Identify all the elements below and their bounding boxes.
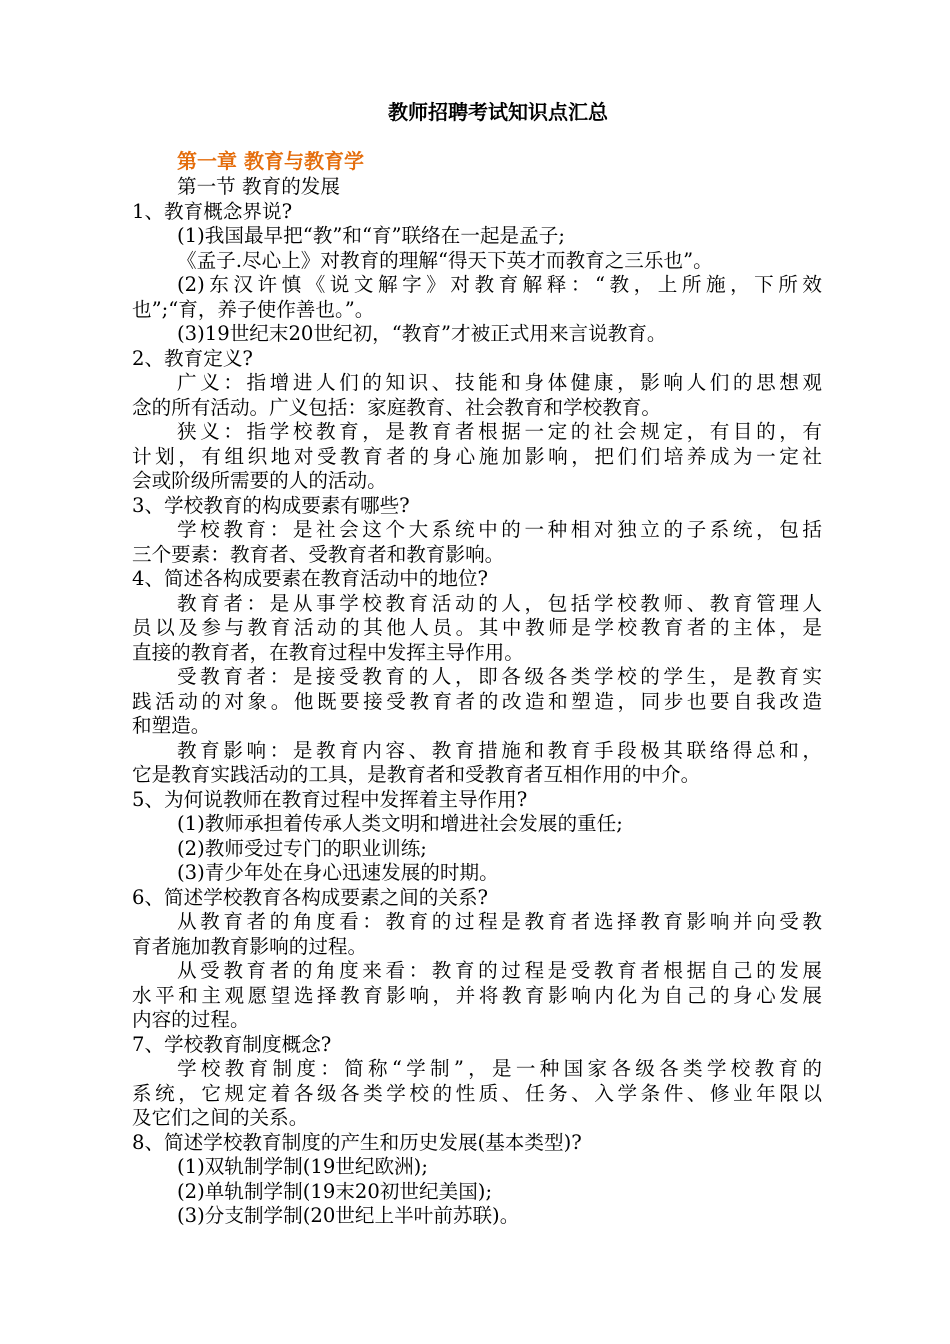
text-line: 念的所有活动。广义包括：家庭教育、社会教育和学校教育。 [132, 395, 662, 419]
text-line: 4、简述各构成要素在教育活动中的地位? [132, 567, 489, 590]
text-line: 2、教育定义? [132, 346, 253, 370]
section-heading: 第一节 教育的发展 [177, 175, 340, 198]
text-line: 8、简述学校教育制度的产生和历史发展(基本类型)? [132, 1130, 582, 1154]
text-line: 7、学校教育制度概念? [132, 1032, 332, 1056]
text-line: (3)分支制学制(20世纪上半叶前苏联)。 [177, 1204, 520, 1227]
text-line: 内容的过程。 [132, 1008, 250, 1031]
text-line: 广义：指增进人们的知识、技能和身体健康，影响人们的思想观 [177, 371, 822, 394]
text-line: 育者施加教育影响的过程。 [132, 934, 368, 958]
text-line: (2)东汉许慎《说文解字》对教育解释：“教，上所施，下所效 [177, 273, 822, 296]
text-line: (3)青少年处在身心迅速发展的时期。 [177, 861, 499, 884]
document-title: 教师招聘考试知识点汇总 [388, 100, 608, 124]
text-line: (2)教师受过专门的职业训练; [177, 836, 427, 860]
chapter-heading: 第一章 教育与教育学 [177, 149, 364, 173]
text-line: 计划，有组织地对受教育者的身心施加影响，把们们培养成为一定社 [132, 444, 822, 468]
text-line: (3)19世纪末20世纪初，“教育”才被正式用来言说教育。 [177, 322, 667, 345]
text-line: 直接的教育者，在教育过程中发挥主导作用。 [132, 640, 524, 664]
text-line: 会或阶级所需要的人的活动。 [132, 469, 387, 492]
text-line: 学校教育制度：简称“学制”，是一种国家各级各类学校教育的 [177, 1057, 822, 1080]
text-line: 三个要素：教育者、受教育者和教育影响。 [132, 542, 505, 566]
text-line: 1、教育概念界说? [132, 199, 293, 223]
text-line: 践活动的对象。他既要接受教育者的改造和塑造，同步也要自我改造 [132, 689, 822, 713]
text-line: 员以及参与教育活动的其他人员。其中教师是学校教育者的主体，是 [132, 616, 822, 639]
text-line: 系统，它规定着各级各类学校的性质、任务、入学条件、修业年限以 [132, 1081, 822, 1105]
text-line: 从教育者的角度看：教育的过程是教育者选择教育影响并向受教 [177, 910, 822, 933]
text-line: (1)教师承担着传承人类文明和增进社会发展的重任; [177, 812, 623, 835]
text-line: 5、为何说教师在教育过程中发挥着主导作用? [132, 787, 528, 811]
text-line: 水平和主观愿望选择教育影响，并将教育影响内化为自己的身心发展 [132, 983, 822, 1007]
text-line: 从受教育者的角度来看：教育的过程是受教育者根据自己的发展 [177, 959, 822, 982]
text-line: 6、简述学校教育各构成要素之间的关系? [132, 885, 489, 909]
text-line: 《孟子.尽心上》对教育的理解“得天下英才而教育之三乐也”。 [177, 248, 713, 272]
text-line: 狭义：指学校教育，是教育者根据一定的社会规定，有目的，有 [177, 420, 822, 443]
document-body [132, 147, 822, 1229]
text-line: (2)单轨制学制(19末20初世纪美国); [177, 1179, 493, 1203]
text-line: (1)我国最早把“教”和“育”联络在一起是孟子; [177, 224, 565, 247]
text-line: 它是教育实践活动的工具，是教育者和受教育者互相作用的中介。 [132, 763, 701, 786]
text-line: 教育影响：是教育内容、教育措施和教育手段极其联络得总和， [177, 738, 822, 762]
text-line: 也”;“育，养子使作善也。”。 [132, 297, 375, 321]
text-line: 学校教育：是社会这个大系统中的一种相对独立的子系统，包括 [177, 518, 822, 541]
text-line: 及它们之间的关系。 [132, 1106, 309, 1129]
text-line: (1)双轨制学制(19世纪欧洲); [177, 1155, 428, 1178]
text-line: 和塑造。 [132, 714, 211, 737]
text-line: 受教育者：是接受教育的人，即各级各类学校的学生，是教育实 [177, 665, 822, 688]
text-line: 3、学校教育的构成要素有哪些? [132, 493, 410, 517]
text-line: 教育者：是从事学校教育活动的人，包括学校教师、教育管理人 [177, 591, 822, 615]
